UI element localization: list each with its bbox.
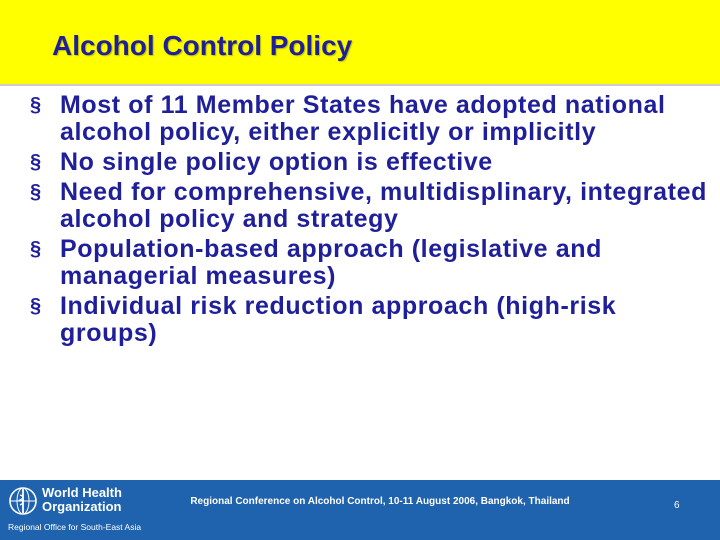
bullet-text: No single policy option is effective	[60, 148, 493, 176]
title-divider	[0, 84, 720, 86]
bullet-text: Individual risk reduction approach (high-risk groups)	[60, 292, 617, 347]
logo-line2: Organization	[42, 499, 122, 514]
logo-subtitle: Regional Office for South-East Asia	[8, 522, 142, 532]
conference-text: Regional Conference on Alcohol Control, 10-11 August 2006, Bangkok, Thailand	[190, 496, 570, 507]
footer-bar	[0, 480, 720, 540]
bullet-marker-icon: §	[30, 295, 42, 317]
bullet-marker-icon: §	[30, 238, 42, 260]
who-emblem-icon	[8, 486, 38, 516]
bullet-text: Population-based approach (legislative and managerial measures)	[60, 235, 602, 290]
page-number: 6	[674, 500, 680, 511]
bullet-text: Most of 11 Member States have adopted national alcohol policy, either explicitly or implicitly	[60, 91, 666, 146]
logo-text	[42, 486, 122, 514]
bullet-list	[30, 92, 710, 350]
who-logo	[4, 482, 172, 538]
bullet-item	[30, 149, 710, 176]
bullet-marker-icon: §	[30, 181, 42, 203]
bullet-item	[30, 179, 710, 233]
slide-title: Alcohol Control Policy	[52, 30, 353, 61]
bullet-marker-icon: §	[30, 151, 42, 173]
bullet-item	[30, 293, 710, 347]
bullet-text: Need for comprehensive, multidisplinary, integrated alcohol policy and strategy	[60, 178, 707, 233]
logo-line1: World Health	[42, 485, 122, 500]
bullet-marker-icon: §	[30, 94, 42, 116]
bullet-item	[30, 92, 710, 146]
bullet-item	[30, 236, 710, 290]
